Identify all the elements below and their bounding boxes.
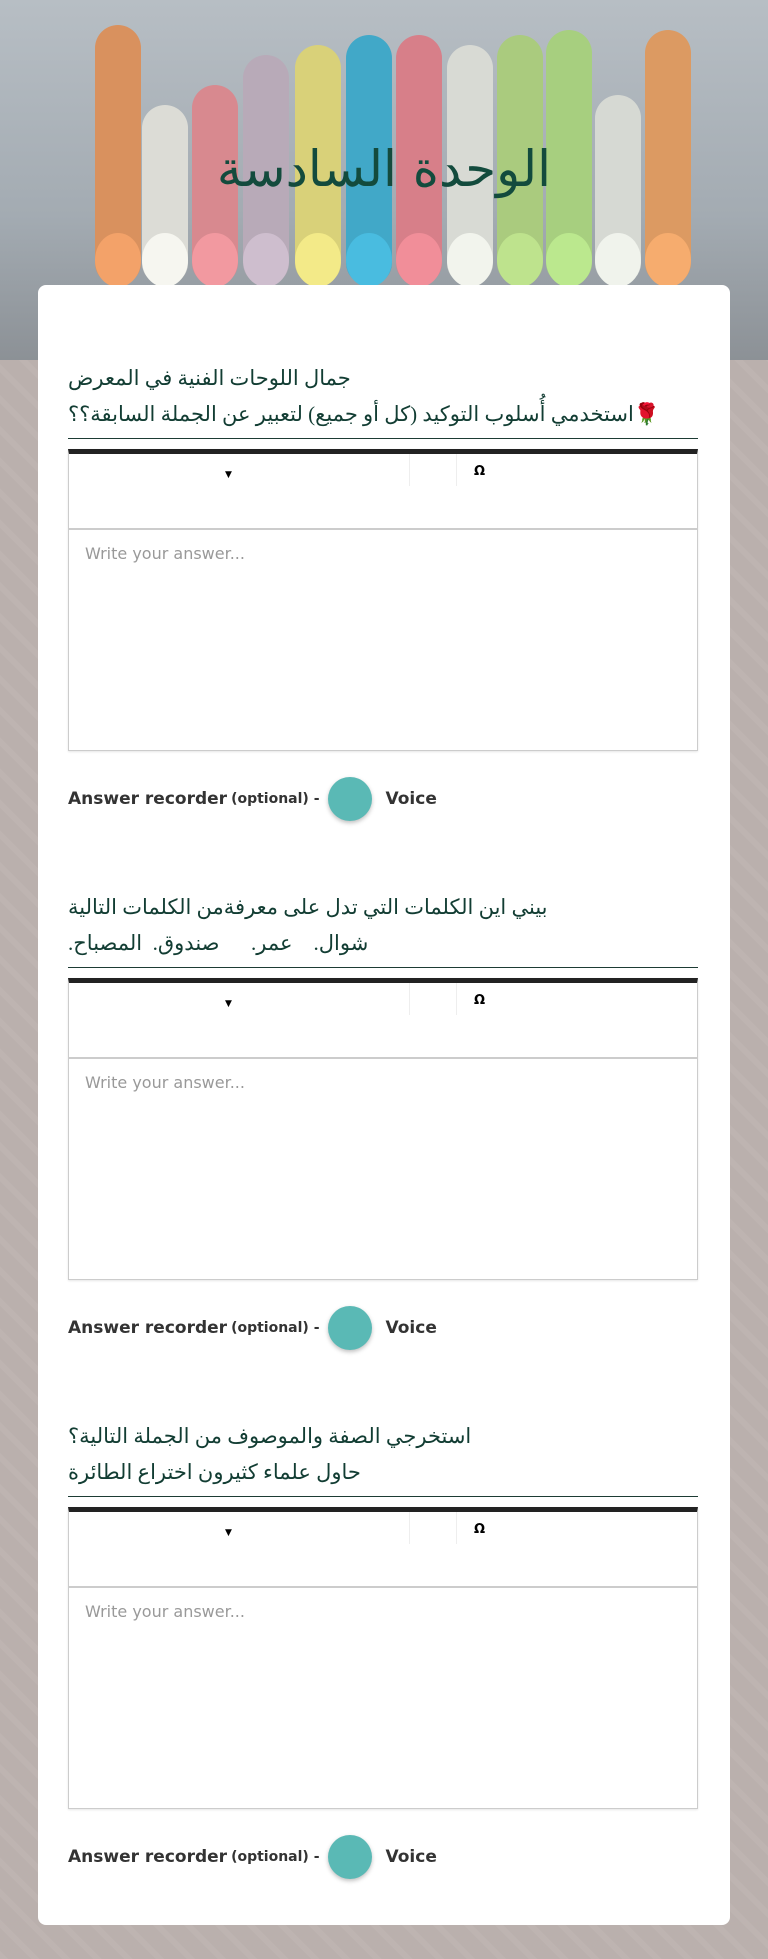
answer-editor[interactable] <box>68 449 698 751</box>
divider <box>68 967 698 968</box>
answer-editor[interactable] <box>68 978 698 1280</box>
form-card <box>38 285 730 1925</box>
divider <box>68 1496 698 1497</box>
format-dropdown-caret-icon[interactable]: ▼ <box>225 470 232 480</box>
answer-recorder <box>68 1306 698 1350</box>
question-line: 🌹استخدمي أُسلوب التوكيد (كل أو جميع) لتعبير عن الجملة السابقة؟؟ <box>68 402 660 426</box>
question-line: جمال اللوحات الفنية في المعرض <box>68 366 351 390</box>
special-character-button[interactable]: Ω <box>474 1522 486 1537</box>
voice-label: Voice <box>385 1847 437 1867</box>
answer-input[interactable]: Write your answer... <box>85 1073 245 1092</box>
editor-toolbar <box>69 454 697 530</box>
answer-input[interactable]: Write your answer... <box>85 544 245 563</box>
divider <box>68 438 698 439</box>
recorder-label: Answer recorder <box>68 1318 228 1338</box>
question-2 <box>68 889 698 1350</box>
answer-editor[interactable] <box>68 1507 698 1809</box>
question-text <box>68 360 698 432</box>
special-character-button[interactable]: Ω <box>474 464 486 479</box>
answer-recorder <box>68 1835 698 1879</box>
editor-toolbar <box>69 1512 697 1588</box>
format-dropdown-caret-icon[interactable]: ▼ <box>225 1528 232 1538</box>
format-dropdown-caret-icon[interactable]: ▼ <box>225 999 232 1009</box>
answer-recorder <box>68 777 698 821</box>
record-button[interactable] <box>328 1835 372 1879</box>
voice-label: Voice <box>385 789 437 809</box>
question-3 <box>68 1418 698 1879</box>
question-text <box>68 889 698 961</box>
optional-label: (optional) - <box>231 791 320 807</box>
record-button[interactable] <box>328 777 372 821</box>
question-text <box>68 1418 698 1490</box>
answer-input[interactable]: Write your answer... <box>85 1602 245 1621</box>
special-character-button[interactable]: Ω <box>474 993 486 1008</box>
recorder-label: Answer recorder <box>68 789 228 809</box>
optional-label: (optional) - <box>231 1849 320 1865</box>
recorder-label: Answer recorder <box>68 1847 228 1867</box>
optional-label: (optional) - <box>231 1320 320 1336</box>
question-1 <box>68 360 698 821</box>
record-button[interactable] <box>328 1306 372 1350</box>
form-title: الوحدة السادسة <box>216 140 552 198</box>
question-line: حاول علماء كثيرون اختراع الطائرة <box>68 1460 361 1484</box>
voice-label: Voice <box>385 1318 437 1338</box>
question-line: استخرجي الصفة والموصوف من الجملة التالية؟ <box>68 1424 472 1448</box>
question-line: شوال. عمر. صندوق. المصباح. <box>68 931 369 955</box>
editor-toolbar <box>69 983 697 1059</box>
question-line: بيني اين الكلمات التي تدل على معرفةمن الكلمات التالية <box>68 895 548 919</box>
